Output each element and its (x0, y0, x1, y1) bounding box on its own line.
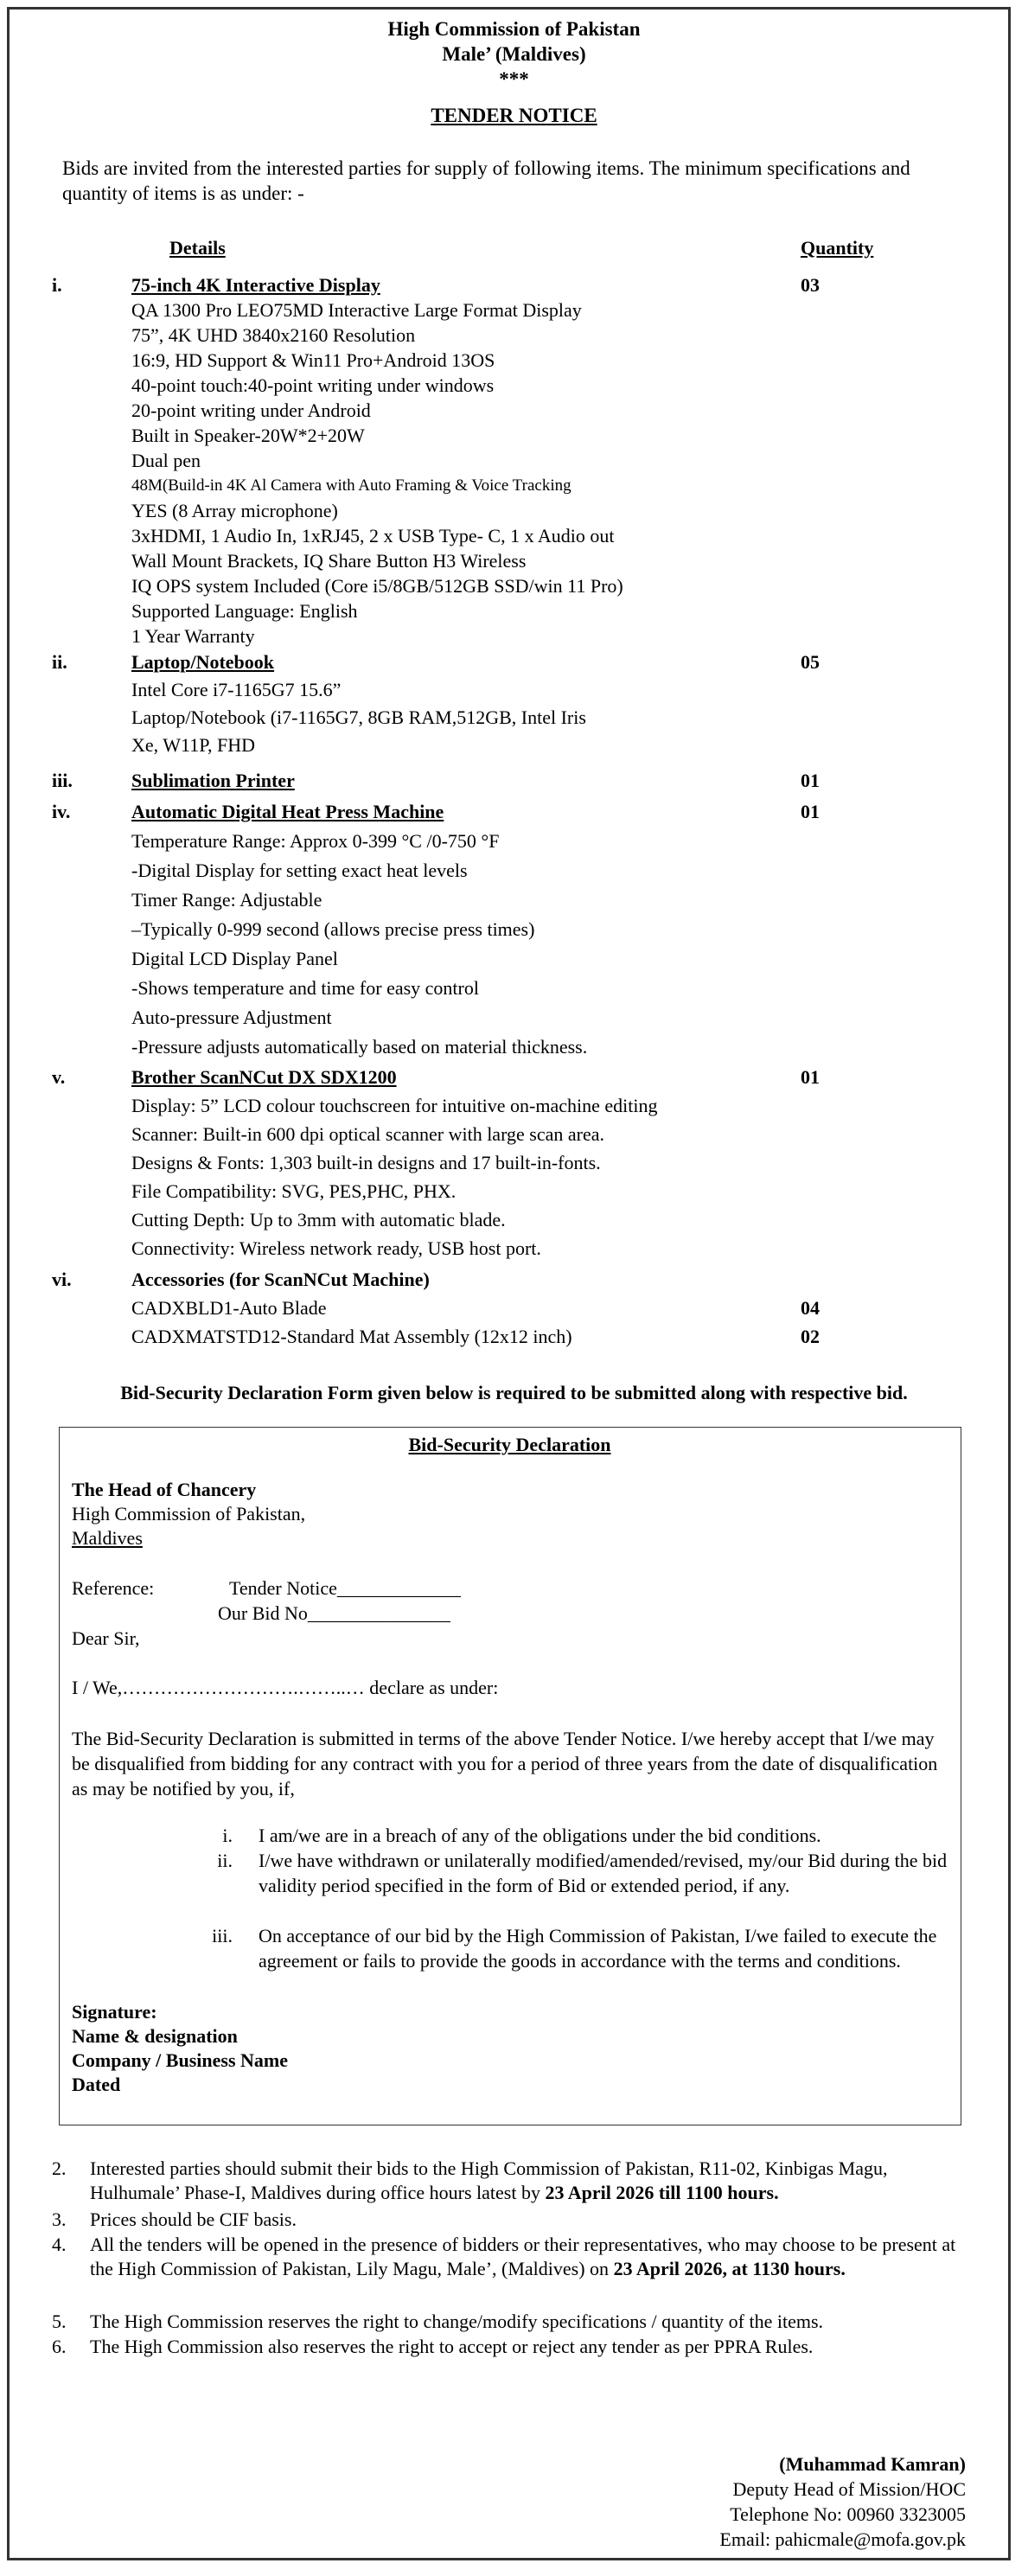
condition-text: On acceptance of our bid by the High Commission of Pakistan, I/we failed to execute the agreement or fails to provide the goods in accordance with the terms and conditions. (259, 1925, 937, 1972)
item-spec-line: Xe, W11P, FHD (131, 734, 256, 756)
clause-number: 2. (52, 2157, 67, 2179)
item-quantity: 01 (801, 770, 820, 791)
clause-text: The High Commission also reserves the right to accept or reject any tender as per PPRA Rules. (90, 2336, 814, 2357)
item-quantity: 05 (801, 651, 820, 673)
clause-number: 3. (52, 2208, 67, 2230)
item-quantity: 03 (801, 274, 820, 296)
clause-text: The High Commission reserves the right to change/modify specifications / quantity of the items. (90, 2311, 824, 2332)
item-title: Brother ScanNCut DX SDX1200 (131, 1066, 397, 1088)
signature-field-label: Signature: (72, 2001, 157, 2023)
company-name-field-label: Company / Business Name (72, 2049, 288, 2071)
item-number: iv. (52, 801, 71, 822)
contact-email: Email: pahicmale@mofa.gov.pk (719, 2528, 966, 2550)
reference-label: Reference: (72, 1577, 155, 1599)
item-spec-line: IQ OPS system Included (Core i5/8GB/512GB SSD/win 11 Pro) (131, 575, 623, 597)
item-spec-line: Supported Language: English (131, 600, 358, 622)
item-spec-line: -Shows temperature and time for easy control (131, 977, 479, 999)
condition-text: I am/we are in a breach of any of the obligations under the bid conditions. (259, 1825, 821, 1846)
clause-number: 5. (52, 2311, 67, 2332)
item-number: ii. (52, 651, 67, 673)
item-spec-line: -Pressure adjusts automatically based on material thickness. (131, 1036, 588, 1058)
item-quantity: 01 (801, 1066, 820, 1088)
signatory-designation: Deputy Head of Mission/HOC (732, 2478, 966, 2500)
item-spec-line: 75”, 4K UHD 3840x2160 Resolution (131, 324, 416, 346)
item-spec-line: Connectivity: Wireless network ready, USB host port. (131, 1237, 541, 1259)
item-quantity: 01 (801, 801, 820, 822)
clause-text: Prices should be CIF basis. (90, 2208, 297, 2230)
item-spec-line: Built in Speaker-20W*2+20W (131, 425, 365, 446)
declaration-addressee: The Head of Chancery (72, 1479, 257, 1500)
item-spec-line: Wall Mount Brackets, IQ Share Button H3 Wireless (131, 550, 527, 572)
declaration-paragraph: The Bid-Security Declaration is submitted in terms of the above Tender Notice. I/we hereby accept that I/we may be disqualified from bidding for any contract with you for a period of three years from the date of disqualification as may be notified by you, if, (72, 1728, 938, 1799)
item-spec-line: Cutting Depth: Up to 3mm with automatic blade. (131, 1209, 506, 1230)
item-spec-line: 40-point touch:40-point writing under windows (131, 374, 495, 396)
details-column-header: Details (169, 237, 226, 259)
item-spec-line: Timer Range: Adjustable (131, 889, 322, 911)
item-spec-line: QA 1300 Pro LEO75MD Interactive Large Format Display (131, 299, 582, 321)
page-title: TENDER NOTICE (431, 105, 597, 126)
item-title: Automatic Digital Heat Press Machine (131, 801, 444, 822)
item-spec-line: Dual pen (131, 450, 201, 471)
item-number: iii. (52, 770, 73, 791)
declaration-address-line: Maldives (72, 1527, 143, 1549)
clause-number: 6. (52, 2336, 67, 2357)
name-designation-field-label: Name & designation (72, 2025, 238, 2047)
reference-tender-notice: Tender Notice_____________ (229, 1577, 461, 1599)
item-spec-line: 16:9, HD Support & Win11 Pro+Android 13OS (131, 349, 495, 371)
item-number: i. (52, 274, 62, 296)
item-spec-line: CADXMATSTD12-Standard Mat Assembly (12x12 inch) (131, 1326, 572, 1347)
condition-number: ii. (217, 1850, 233, 1871)
item-quantity: 04 (801, 1297, 820, 1319)
mission-location: Male’ (Maldives) (442, 43, 586, 65)
item-spec-line: 3xHDMI, 1 Audio In, 1xRJ45, 2 x USB Type- C, 1 x Audio out (131, 525, 615, 547)
condition-text: I/we have withdrawn or unilaterally modified/amended/revised, my/our Bid during the bid validity period specified in the form of Bid or extended period, if any. (259, 1850, 948, 1896)
item-spec-line: Laptop/Notebook (i7-1165G7, 8GB RAM,512GB, Intel Iris (131, 706, 586, 728)
item-spec-line: Digital LCD Display Panel (131, 948, 338, 969)
item-spec-line: Scanner: Built-in 600 dpi optical scanner with large scan area. (131, 1123, 604, 1145)
salutation: Dear Sir, (72, 1627, 140, 1649)
item-spec-line: Intel Core i7-1165G7 15.6” (131, 679, 342, 700)
item-spec-line: CADXBLD1-Auto Blade (131, 1297, 327, 1319)
item-title: Accessories (for ScanNCut Machine) (131, 1269, 430, 1290)
declaration-title: Bid-Security Declaration (408, 1434, 611, 1455)
intro-paragraph: Bids are invited from the interested parties for supply of following items. The minimum specifications and quantity of items is as under: - (62, 157, 910, 204)
item-quantity: 02 (801, 1326, 820, 1347)
item-title: Sublimation Printer (131, 770, 295, 791)
declaration-address-line: High Commission of Pakistan, (72, 1503, 306, 1525)
dated-field-label: Dated (72, 2074, 121, 2095)
clause-text: All the tenders will be opened in the presence of bidders or their representatives, who may choose to be present at the High Commission of Pakistan, Lily Magu, Male’, (Maldives) on 23 April 2026, at 1130 hours. (90, 2234, 956, 2279)
signatory-name: (Muhammad Kamran) (779, 2453, 966, 2475)
condition-number: iii. (212, 1925, 233, 1946)
item-spec-line: 1 Year Warranty (131, 625, 255, 647)
reference-bid-number: Our Bid No_______________ (218, 1602, 450, 1624)
item-number: vi. (52, 1269, 72, 1290)
declarant-line: I / We,……………………….……..… declare as under: (72, 1677, 499, 1698)
item-spec-line: Designs & Fonts: 1,303 built-in designs and 17 built-in-fonts. (131, 1152, 601, 1173)
item-spec-line: File Compatibility: SVG, PES,PHC, PHX. (131, 1180, 457, 1202)
quantity-column-header: Quantity (801, 237, 874, 259)
header-separator: *** (499, 68, 529, 90)
item-spec-line: 48M(Build-in 4K Al Camera with Auto Framing & Voice Tracking (131, 476, 571, 495)
bid-security-note: Bid-Security Declaration Form given below is required to be submitted along with respective bid. (120, 1382, 908, 1403)
bid-security-declaration-box (59, 1427, 961, 2125)
item-spec-line: 20-point writing under Android (131, 400, 371, 421)
condition-number: i. (222, 1825, 233, 1846)
item-spec-line: Auto-pressure Adjustment (131, 1007, 332, 1028)
item-spec-line: -Digital Display for setting exact heat levels (131, 860, 468, 881)
mission-name: High Commission of Pakistan (387, 18, 641, 40)
clause-text: Interested parties should submit their bids to the High Commission of Pakistan, R11-02, Kinbigas Magu, Hulhumale’ Phase-I, Maldives during office hours latest by 23 April 2026 till 1100 hours. (90, 2157, 888, 2203)
item-title: Laptop/Notebook (131, 651, 275, 673)
item-spec-line: Display: 5” LCD colour touchscreen for intuitive on-machine editing (131, 1095, 658, 1116)
clause-number: 4. (52, 2234, 67, 2255)
item-spec-line: –Typically 0-999 second (allows precise press times) (131, 918, 535, 940)
item-number: v. (52, 1066, 66, 1088)
item-spec-line: Temperature Range: Approx 0-399 °C /0-750 °F (131, 830, 500, 852)
item-title: 75-inch 4K Interactive Display (131, 274, 380, 296)
item-spec-line: YES (8 Array microphone) (131, 500, 338, 521)
contact-telephone: Telephone No: 00960 3323005 (730, 2503, 966, 2525)
